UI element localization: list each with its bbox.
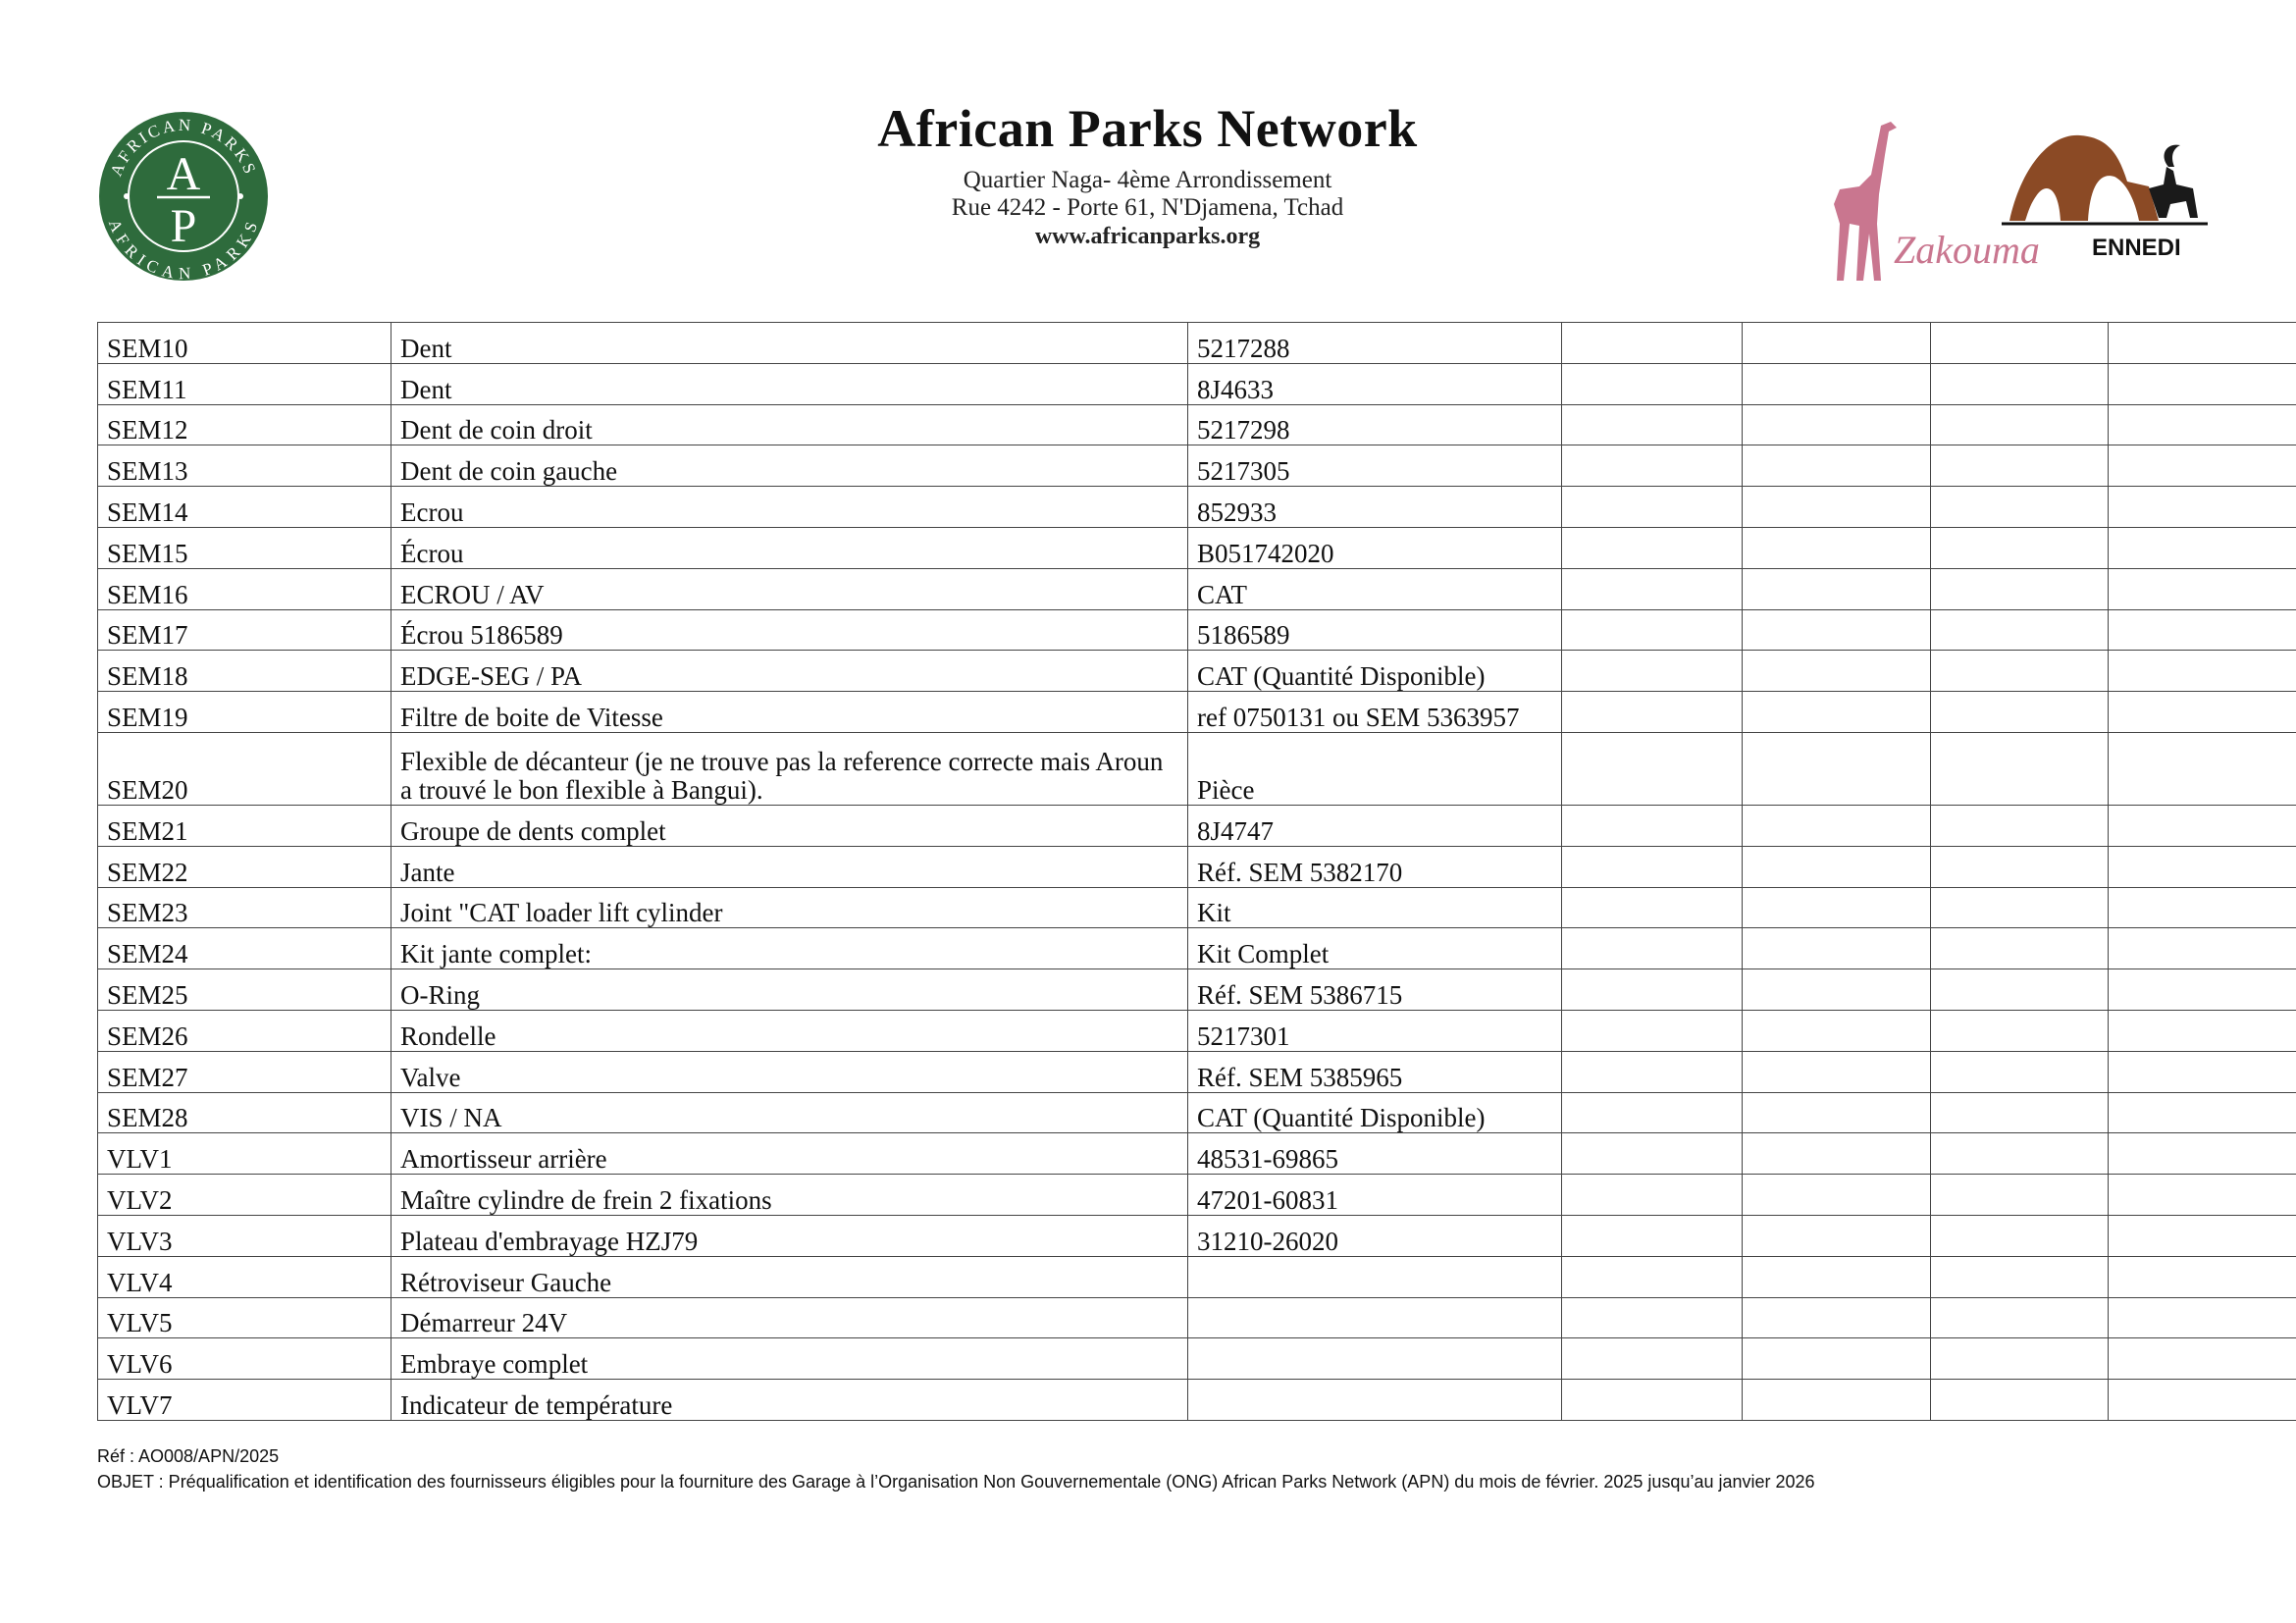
parts-table-container: [97, 322, 2295, 1421]
cell-description: Joint "CAT loader lift cylinder: [391, 887, 1188, 928]
table-row: [98, 805, 2296, 846]
cell-reference: B051742020: [1188, 527, 1562, 568]
cell-empty: [1931, 846, 2109, 887]
cell-code: SEM23: [98, 887, 391, 928]
cell-empty: [1743, 1256, 1931, 1297]
cell-code: SEM27: [98, 1051, 391, 1092]
cell-empty: [1562, 651, 1743, 692]
cell-reference: 5217301: [1188, 1010, 1562, 1051]
cell-empty: [1931, 1297, 2109, 1338]
cell-empty: [1562, 1215, 1743, 1256]
cell-description: Rondelle: [391, 1010, 1188, 1051]
cell-code: SEM13: [98, 445, 391, 487]
cell-empty: [1562, 692, 1743, 733]
cell-empty: [2109, 651, 2296, 692]
cell-empty: [1562, 1338, 1743, 1380]
cell-description: Ecrou: [391, 487, 1188, 528]
ennedi-text: ENNEDI: [2092, 235, 2181, 261]
cell-empty: [1931, 732, 2109, 805]
cell-reference: 8J4747: [1188, 805, 1562, 846]
table-row: [98, 1338, 2296, 1380]
cell-reference: 31210-26020: [1188, 1215, 1562, 1256]
cell-code: SEM21: [98, 805, 391, 846]
cell-empty: [1743, 1092, 1931, 1133]
cell-reference: 852933: [1188, 487, 1562, 528]
cell-empty: [1743, 1010, 1931, 1051]
table-row: [98, 1175, 2296, 1216]
cell-empty: [1743, 1051, 1931, 1092]
cell-empty: [1562, 732, 1743, 805]
cell-code: SEM12: [98, 404, 391, 445]
cell-reference: Réf. SEM 5386715: [1188, 969, 1562, 1011]
cell-empty: [2109, 846, 2296, 887]
cell-empty: [1931, 1051, 2109, 1092]
cell-empty: [2109, 527, 2296, 568]
table-row: [98, 692, 2296, 733]
cell-empty: [1562, 805, 1743, 846]
cell-empty: [2109, 1010, 2296, 1051]
cell-code: SEM24: [98, 928, 391, 969]
table-row: [98, 1010, 2296, 1051]
cell-description: Démarreur 24V: [391, 1297, 1188, 1338]
cell-code: SEM25: [98, 969, 391, 1011]
table-row: [98, 609, 2296, 651]
logo-text-bottom: AFRICAN PARKS: [104, 216, 263, 282]
cell-reference: 48531-69865: [1188, 1133, 1562, 1175]
objet-statement: OBJET : Préqualification et identification des fournisseurs éligibles pour la fourniture des Garage à l’Organisation Non Gouvernementale (ONG) African Parks Network (APN) du mois de février. 2025 jusqu’au janvier 2026: [97, 1472, 1815, 1492]
cell-empty: [1743, 487, 1931, 528]
cell-description: Embraye complet: [391, 1338, 1188, 1380]
table-row: [98, 1051, 2296, 1092]
cell-reference: 5217305: [1188, 445, 1562, 487]
cell-empty: [1931, 1215, 2109, 1256]
cell-description: Jante: [391, 846, 1188, 887]
cell-empty: [1743, 1133, 1931, 1175]
cell-empty: [1743, 527, 1931, 568]
cell-code: SEM17: [98, 609, 391, 651]
cell-empty: [2109, 568, 2296, 609]
cell-empty: [1562, 445, 1743, 487]
cell-empty: [1743, 568, 1931, 609]
cell-code: SEM22: [98, 846, 391, 887]
cell-code: VLV4: [98, 1256, 391, 1297]
cell-reference: CAT: [1188, 568, 1562, 609]
cell-empty: [2109, 1092, 2296, 1133]
cell-code: VLV7: [98, 1380, 391, 1421]
cell-empty: [2109, 609, 2296, 651]
cell-empty: [1931, 692, 2109, 733]
table-row: [98, 1133, 2296, 1175]
cell-description: Dent de coin gauche: [391, 445, 1188, 487]
table-row: [98, 651, 2296, 692]
cell-empty: [1931, 609, 2109, 651]
cell-empty: [2109, 323, 2296, 364]
cell-reference: 8J4633: [1188, 363, 1562, 404]
cell-empty: [2109, 732, 2296, 805]
table-row: [98, 1256, 2296, 1297]
cell-empty: [1562, 568, 1743, 609]
cell-reference: Réf. SEM 5382170: [1188, 846, 1562, 887]
table-row: [98, 1380, 2296, 1421]
cell-empty: [1562, 487, 1743, 528]
cell-empty: [1931, 487, 2109, 528]
cell-empty: [1931, 1175, 2109, 1216]
reference-number: Réf : AO008/APN/2025: [97, 1446, 280, 1466]
cell-empty: [1931, 323, 2109, 364]
cell-reference: [1188, 1380, 1562, 1421]
cell-empty: [2109, 928, 2296, 969]
cell-reference: 5186589: [1188, 609, 1562, 651]
parts-table: [97, 322, 2296, 1421]
cell-empty: [1743, 1297, 1931, 1338]
cell-empty: [1562, 1256, 1743, 1297]
cell-reference: CAT (Quantité Disponible): [1188, 1092, 1562, 1133]
cell-empty: [1743, 969, 1931, 1011]
cell-empty: [1931, 1010, 2109, 1051]
cell-description: O-Ring: [391, 969, 1188, 1011]
cell-code: VLV1: [98, 1133, 391, 1175]
cell-reference: Réf. SEM 5385965: [1188, 1051, 1562, 1092]
table-row: [98, 487, 2296, 528]
cell-description: Groupe de dents complet: [391, 805, 1188, 846]
cell-empty: [1743, 363, 1931, 404]
cell-empty: [1562, 846, 1743, 887]
cell-empty: [2109, 805, 2296, 846]
address-line-2: Rue 4242 - Porte 61, N'Djamena, Tchad: [951, 194, 1344, 221]
cell-description: Rétroviseur Gauche: [391, 1256, 1188, 1297]
cell-description: Plateau d'embrayage HZJ79: [391, 1215, 1188, 1256]
cell-empty: [1931, 363, 2109, 404]
cell-description: ECROU / AV: [391, 568, 1188, 609]
ennedi-logo: [2002, 128, 2208, 285]
cell-empty: [1931, 445, 2109, 487]
cell-description: Valve: [391, 1051, 1188, 1092]
cell-empty: [2109, 1338, 2296, 1380]
cell-empty: [1931, 527, 2109, 568]
cell-empty: [1562, 1175, 1743, 1216]
cell-empty: [2109, 1051, 2296, 1092]
cell-description: Indicateur de température: [391, 1380, 1188, 1421]
cell-code: SEM20: [98, 732, 391, 805]
cell-reference: 47201-60831: [1188, 1175, 1562, 1216]
cell-empty: [1931, 928, 2109, 969]
cell-reference: [1188, 1297, 1562, 1338]
table-row: [98, 568, 2296, 609]
cell-empty: [1743, 732, 1931, 805]
cell-empty: [1931, 1133, 2109, 1175]
cell-description: VIS / NA: [391, 1092, 1188, 1133]
cell-empty: [1931, 1092, 2109, 1133]
cell-reference: Kit: [1188, 887, 1562, 928]
cell-description: Kit jante complet:: [391, 928, 1188, 969]
cell-empty: [1562, 323, 1743, 364]
cell-description: Écrou: [391, 527, 1188, 568]
cell-empty: [1931, 805, 2109, 846]
cell-reference: Pièce: [1188, 732, 1562, 805]
cell-code: SEM14: [98, 487, 391, 528]
cell-code: SEM11: [98, 363, 391, 404]
cell-empty: [2109, 887, 2296, 928]
cell-reference: 5217298: [1188, 404, 1562, 445]
cell-code: VLV2: [98, 1175, 391, 1216]
table-row: [98, 928, 2296, 969]
zakouma-logo: [1820, 116, 2040, 285]
cell-empty: [1743, 1380, 1931, 1421]
cell-empty: [1562, 527, 1743, 568]
cell-code: SEM28: [98, 1092, 391, 1133]
address-line-1: Quartier Naga- 4ème Arrondissement: [963, 167, 1332, 193]
cell-empty: [1562, 1010, 1743, 1051]
cell-reference: CAT (Quantité Disponible): [1188, 651, 1562, 692]
table-row: [98, 887, 2296, 928]
cell-empty: [2109, 692, 2296, 733]
cell-empty: [1931, 969, 2109, 1011]
cell-empty: [1743, 323, 1931, 364]
table-row: [98, 445, 2296, 487]
cell-code: VLV5: [98, 1297, 391, 1338]
cell-empty: [1931, 404, 2109, 445]
cell-empty: [1562, 1380, 1743, 1421]
cell-code: VLV6: [98, 1338, 391, 1380]
table-row: [98, 404, 2296, 445]
cell-empty: [1743, 445, 1931, 487]
cell-empty: [2109, 1215, 2296, 1256]
cell-empty: [1931, 1256, 2109, 1297]
cell-empty: [2109, 404, 2296, 445]
cell-empty: [2109, 487, 2296, 528]
cell-code: SEM15: [98, 527, 391, 568]
cell-description: Flexible de décanteur (je ne trouve pas la reference correcte mais Aroun a trouvé le bon flexible à Bangui).: [391, 732, 1188, 805]
cell-empty: [1743, 1175, 1931, 1216]
cell-empty: [1743, 1215, 1931, 1256]
cell-empty: [1743, 805, 1931, 846]
cell-code: VLV3: [98, 1215, 391, 1256]
cell-description: Dent de coin droit: [391, 404, 1188, 445]
cell-empty: [1743, 609, 1931, 651]
table-row: [98, 363, 2296, 404]
cell-reference: [1188, 1338, 1562, 1380]
table-row: [98, 732, 2296, 805]
cell-empty: [1562, 404, 1743, 445]
cell-description: Maître cylindre de frein 2 fixations: [391, 1175, 1188, 1216]
logo-letter-p: P: [170, 200, 197, 252]
cell-empty: [1743, 651, 1931, 692]
cell-empty: [1931, 1380, 2109, 1421]
table-row: [98, 1092, 2296, 1133]
table-row: [98, 1297, 2296, 1338]
cell-reference: ref 0750131 ou SEM 5363957: [1188, 692, 1562, 733]
cell-empty: [1743, 887, 1931, 928]
cell-empty: [2109, 969, 2296, 1011]
zakouma-text: Zakouma: [1894, 228, 2040, 272]
table-row: [98, 527, 2296, 568]
cell-empty: [1562, 1092, 1743, 1133]
table-row: [98, 1215, 2296, 1256]
cell-reference: [1188, 1256, 1562, 1297]
cell-code: SEM26: [98, 1010, 391, 1051]
cell-empty: [1743, 692, 1931, 733]
cell-empty: [1743, 928, 1931, 969]
logo-letter-a: A: [166, 148, 201, 200]
table-row: [98, 846, 2296, 887]
cell-empty: [1931, 887, 2109, 928]
cell-empty: [1562, 969, 1743, 1011]
cell-empty: [1562, 1133, 1743, 1175]
table-row: [98, 969, 2296, 1011]
cell-empty: [1743, 404, 1931, 445]
cell-empty: [1562, 1051, 1743, 1092]
cell-empty: [1743, 1338, 1931, 1380]
cell-empty: [1562, 363, 1743, 404]
cell-code: SEM10: [98, 323, 391, 364]
website: www.africanparks.org: [1034, 224, 1261, 249]
cell-code: SEM19: [98, 692, 391, 733]
logo-text-top: AFRICAN PARKS: [106, 115, 261, 180]
cell-empty: [1562, 609, 1743, 651]
cell-empty: [2109, 1297, 2296, 1338]
cell-description: Filtre de boite de Vitesse: [391, 692, 1188, 733]
cell-empty: [1562, 928, 1743, 969]
cell-empty: [1931, 568, 2109, 609]
cell-reference: 5217288: [1188, 323, 1562, 364]
cell-empty: [2109, 1256, 2296, 1297]
cell-empty: [2109, 445, 2296, 487]
cell-empty: [2109, 1133, 2296, 1175]
cell-empty: [1562, 1297, 1743, 1338]
cell-description: Écrou 5186589: [391, 609, 1188, 651]
cell-code: SEM16: [98, 568, 391, 609]
cell-description: Dent: [391, 363, 1188, 404]
cell-empty: [1931, 651, 2109, 692]
cell-description: EDGE-SEG / PA: [391, 651, 1188, 692]
table-row: [98, 323, 2296, 364]
cell-reference: Kit Complet: [1188, 928, 1562, 969]
cell-empty: [2109, 1175, 2296, 1216]
cell-description: Dent: [391, 323, 1188, 364]
cell-empty: [2109, 363, 2296, 404]
cell-code: SEM18: [98, 651, 391, 692]
cell-empty: [2109, 1380, 2296, 1421]
cell-empty: [1562, 887, 1743, 928]
cell-empty: [1931, 1338, 2109, 1380]
cell-empty: [1743, 846, 1931, 887]
organization-name: African Parks Network: [877, 99, 1418, 158]
cell-description: Amortisseur arrière: [391, 1133, 1188, 1175]
